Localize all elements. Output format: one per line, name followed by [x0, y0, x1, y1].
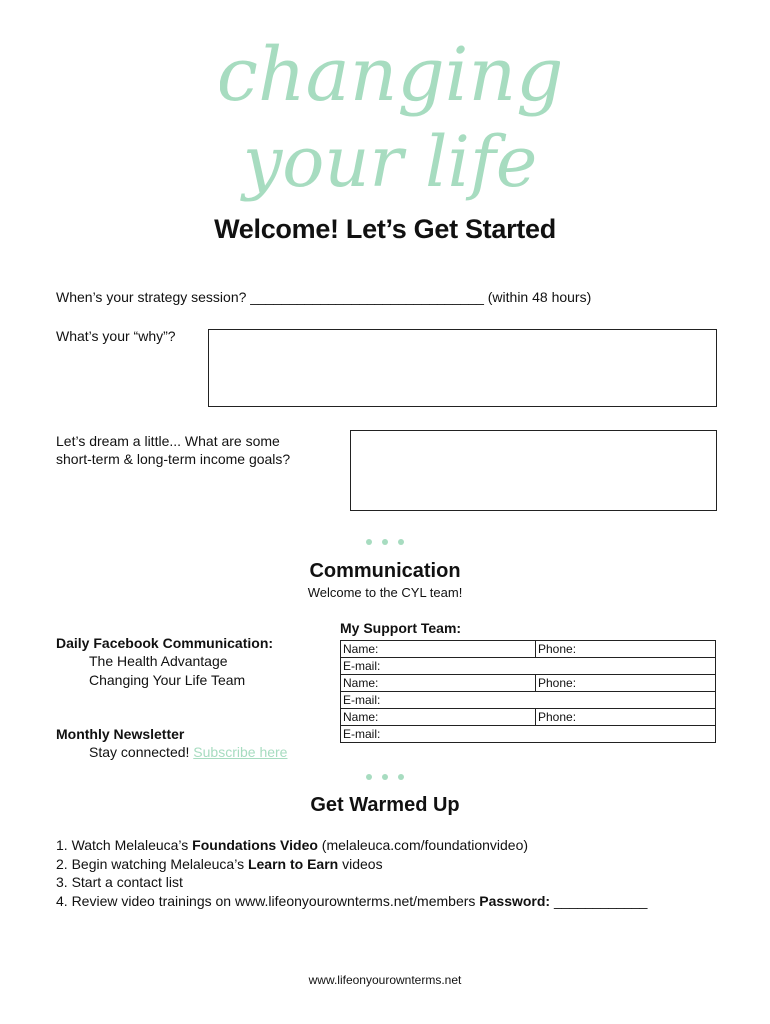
password-blank[interactable]: ____________: [550, 892, 648, 909]
logo: [220, 18, 560, 218]
facebook-group-1: The Health Advantage: [89, 653, 228, 669]
warmup-list: [56, 836, 647, 910]
strategy-note: (within 48 hours): [487, 289, 592, 305]
support-team-table: [340, 640, 716, 743]
dream-label-line1: Let’s dream a little... What are some: [56, 433, 280, 449]
item-suffix: (melaleuca.com/foundationvideo): [317, 837, 529, 853]
divider-dot: [382, 539, 388, 545]
item-text: 4. Review video trainings on www.lifeonyourownterms.net/members: [56, 892, 480, 909]
logo-line2: your life: [242, 121, 538, 203]
list-item: [56, 836, 647, 855]
strategy-blank[interactable]: ______________________________: [250, 289, 484, 305]
table-row: [341, 658, 716, 675]
table-row: [341, 675, 716, 692]
phone-field-1[interactable]: Phone:: [536, 641, 716, 658]
divider-dot: [398, 774, 404, 780]
item-text: 1. Watch Melaleuca’s: [56, 837, 193, 853]
email-field-2[interactable]: E-mail:: [341, 692, 716, 709]
subscribe-link[interactable]: Subscribe here: [193, 744, 288, 760]
why-label: What’s your “why”?: [56, 328, 176, 344]
facebook-group-2: Changing Your Life Team: [89, 672, 246, 688]
page-title: Welcome! Let’s Get Started: [214, 214, 556, 244]
section-divider: [0, 533, 770, 545]
facebook-label: Daily Facebook Communication:: [56, 635, 274, 651]
list-item: [56, 855, 647, 874]
income-goals-box[interactable]: [350, 430, 717, 511]
item-bold: Foundations Video: [192, 837, 318, 853]
strategy-label: When’s your strategy session?: [56, 289, 247, 305]
communication-heading: Communication: [309, 560, 461, 582]
divider-dot: [382, 774, 388, 780]
password-label: Password:: [479, 892, 551, 909]
dream-question: [56, 432, 290, 468]
phone-field-2[interactable]: Phone:: [536, 675, 716, 692]
item-text: 3. Start a contact list: [56, 874, 183, 890]
item-text: 2. Begin watching Melaleuca’s: [56, 855, 248, 872]
divider-dot: [366, 774, 372, 780]
footer-url: www.lifeonyourownterms.net: [308, 973, 462, 987]
item-suffix: videos: [338, 855, 383, 872]
name-field-2[interactable]: Name:: [341, 675, 536, 692]
logo-svg: [220, 18, 560, 218]
warmup-heading: Get Warmed Up: [310, 794, 460, 816]
list-item: [56, 873, 647, 892]
newsletter-label: Monthly Newsletter: [56, 726, 185, 742]
table-row: [341, 726, 716, 743]
section-divider: [0, 768, 770, 780]
item-bold: Learn to Earn: [247, 855, 339, 872]
table-row: [341, 709, 716, 726]
email-field-1[interactable]: E-mail:: [341, 658, 716, 675]
logo-line1: changing: [220, 32, 560, 118]
list-item: [56, 892, 647, 911]
strategy-question: [56, 289, 591, 305]
communication-subtitle: Welcome to the CYL team!: [307, 585, 463, 600]
phone-field-3[interactable]: Phone:: [536, 709, 716, 726]
table-row: [341, 692, 716, 709]
table-row: [341, 641, 716, 658]
newsletter-line: [89, 744, 287, 760]
email-field-3[interactable]: E-mail:: [341, 726, 716, 743]
why-answer-box[interactable]: [208, 329, 717, 407]
dream-label-line2: short-term & long-term income goals?: [56, 451, 291, 467]
name-field-3[interactable]: Name:: [341, 709, 536, 726]
support-team-title: My Support Team:: [340, 620, 462, 636]
name-field-1[interactable]: Name:: [341, 641, 536, 658]
divider-dot: [366, 539, 372, 545]
newsletter-text: Stay connected!: [89, 744, 190, 760]
divider-dot: [398, 539, 404, 545]
